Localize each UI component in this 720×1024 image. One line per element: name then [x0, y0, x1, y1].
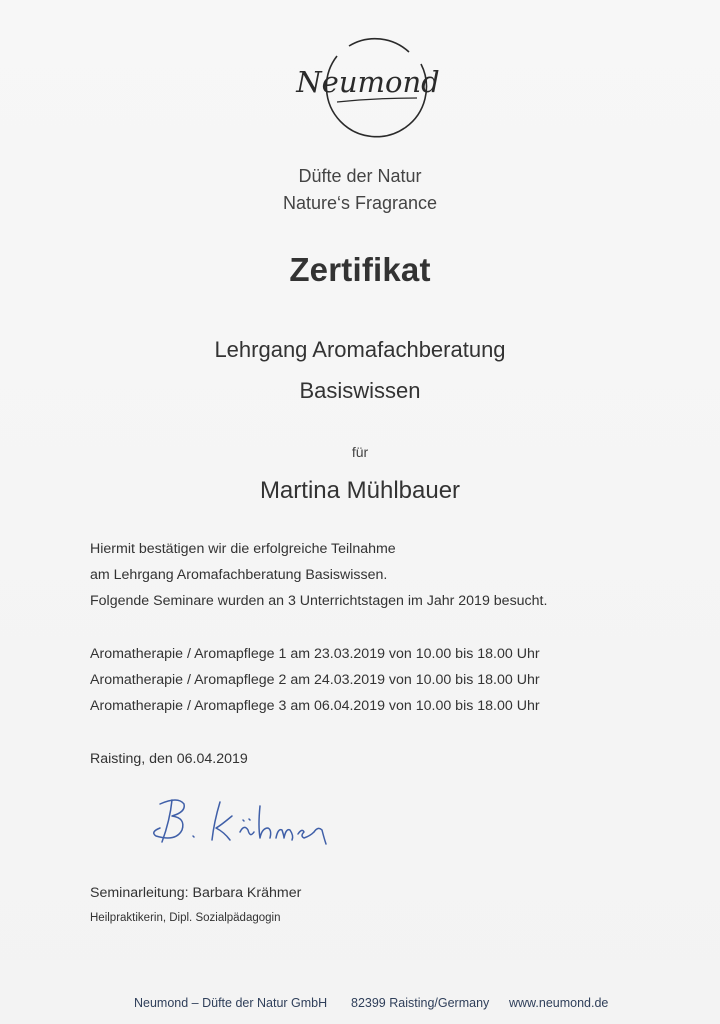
footer-company: Neumond – Düfte der Natur GmbH: [134, 996, 328, 1010]
course-level: Basiswissen: [299, 378, 421, 403]
tagline-english: Nature‘s Fragrance: [282, 193, 438, 213]
svg-text:Neumond: Neumond: [296, 65, 440, 99]
neumond-logo: [285, 28, 445, 148]
tagline-german: Düfte der Natur: [298, 166, 422, 186]
seminar-line: Aromatherapie / Aromapflege 3 am 06.04.2019 von 10.00 bis 18.00 Uhr: [90, 698, 540, 714]
seminar-line: Aromatherapie / Aromapflege 2 am 24.03.2019 von 10.00 bis 18.00 Uhr: [90, 672, 540, 688]
for-label: für: [351, 444, 369, 460]
body-paragraph-line: Hiermit bestätigen wir die erfolgreiche Teilnahme: [90, 541, 396, 557]
footer-address: 82399 Raisting/Germany: [351, 996, 490, 1010]
seminar-lead: Seminarleitung: Barbara Krähmer: [90, 885, 302, 901]
course-name: Lehrgang Aromafachberatung: [214, 337, 506, 362]
seminar-lead-qualification: Heilpraktikerin, Dipl. Sozialpädagogin: [90, 912, 281, 924]
body-paragraph-line: am Lehrgang Aromafachberatung Basiswissen.: [90, 567, 388, 583]
place-and-date: Raisting, den 06.04.2019: [90, 751, 248, 767]
handwritten-signature: [148, 792, 348, 852]
recipient-name: Martina Mühlbauer: [259, 477, 461, 504]
seminar-line: Aromatherapie / Aromapflege 1 am 23.03.2019 von 10.00 bis 18.00 Uhr: [90, 646, 540, 662]
body-paragraph-line: Folgende Seminare wurden an 3 Unterrichtstagen im Jahr 2019 besucht.: [90, 593, 548, 609]
certificate-title: Zertifikat: [289, 251, 431, 288]
footer-website[interactable]: www.neumond.de: [509, 996, 609, 1010]
